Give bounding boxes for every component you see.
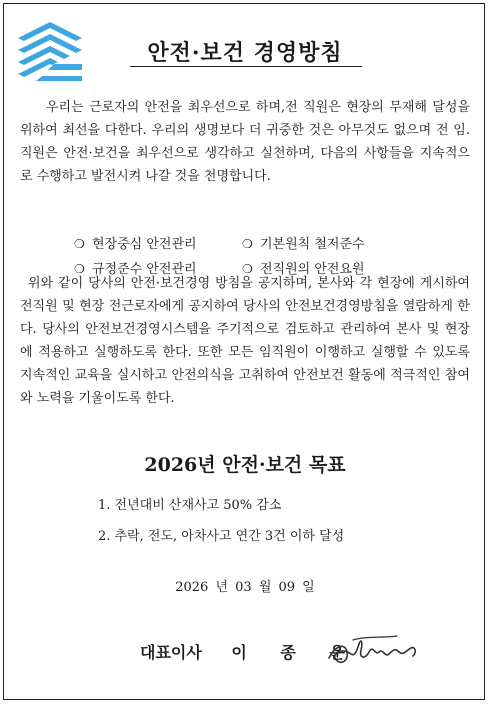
intro-paragraph [20,96,470,188]
principle-label: 기본원칙 철저준수 [260,237,365,252]
company-logo [14,20,86,82]
body-paragraph [20,272,470,410]
goals-list [98,490,458,552]
page-title: 안전·보건 경영방침 [147,40,343,66]
body-text: 위와 같이 당사의 안전·보건경영 방침을 공지하며, 본사와 각 현장에 게시하여 전직원 및 현장 전근로자에게 공지하여 당사의 안전보건경영방침을 열람하게 한다. 당사의 안전보건경영시스템을 주기적으로 검토하고 관리하여 본사 및 현장에 적용하고 실행하도록 한다. 또한 모든 임직원이 이행하고 실행할 수 있도록 지속적인 교육을 실시하고 안전의식을 고취하여 안전보건 활동에 적극적인 참여와 노력을 기울이도록 한다. [20,276,470,406]
principle-label: 현장중심 안전관리 [92,237,197,252]
signer-role: 대표이사 [140,643,202,662]
intro-text: 우리는 근로자의 안전을 최우선으로 하며,전 직원은 현장의 무재해 달성을 위하여 최선을 다한다. 우리의 생명보다 더 귀중한 것은 아무것도 없으며 전 임.직원은 안전·보건을 최우선으로 생각하고 실천하며, 다음의 사항들을 지속적으로 수행하고 발전시켜 나갈 것을 천명합니다. [20,100,470,184]
signer-name: 이 종 운 [231,643,359,662]
goal-item: 2. 추락, 전도, 아차사고 연간 3건 이하 달성 [98,529,345,544]
circle-bullet-icon: ❍ [242,262,253,276]
circle-bullet-icon: ❍ [74,262,85,276]
handwritten-signature [325,628,420,670]
issue-date: 2026 년 03 월 09 일 [175,580,315,595]
circle-bullet-icon: ❍ [74,237,85,251]
principle-label: 규정준수 안전관리 [92,262,197,277]
principle-item [74,232,234,257]
principle-label: 전직원의 안전요원 [260,262,365,277]
circle-bullet-icon: ❍ [242,237,253,251]
goal-title: 2026년 안전·보건 목표 [144,454,346,476]
principle-item [242,232,442,257]
goal-item: 1. 전년대비 산재사고 50% 감소 [98,498,282,513]
title-underline [130,66,362,67]
